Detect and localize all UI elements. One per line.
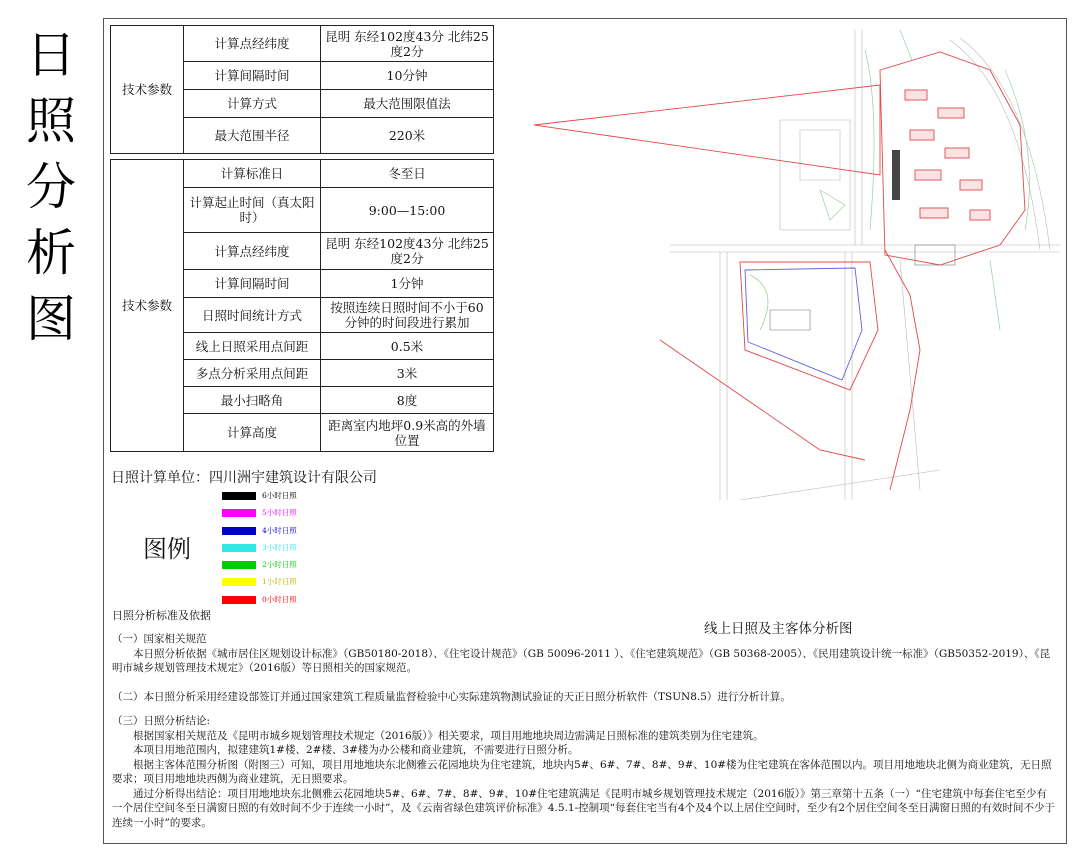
legend-label: 6小时日照 — [262, 491, 297, 500]
legend-label: 0小时日照 — [262, 594, 297, 604]
legend-title: 图例 — [143, 535, 191, 563]
param-value: 10分钟 — [321, 62, 494, 90]
param-value: 220米 — [321, 118, 494, 154]
param-key: 计算起止时间（真太阳时） — [184, 188, 321, 233]
legend-label: 3小时日照 — [262, 542, 297, 552]
legend-label: 2小时日照 — [262, 560, 297, 570]
legend-swatch — [222, 544, 256, 552]
section-paragraph: 本项目用地范围内，拟建建筑1#楼、2#楼、3#楼为办公楼和商业建筑，不需要进行日照分析。 — [133, 744, 579, 756]
title-char: 图 — [26, 290, 76, 348]
section-paragraph: 通过分析得出结论：项目用地地块东北侧雅云花园地块5#、6#、7#、8#、9#、10#住宅建筑满足《昆明市城乡规划管理技术规定（2016版）》第三章第十五条（一）“住宅建筑中每套住宅至少有一个居住空间冬至日满窗日照的有效时间不少于连续一小时”，及《云南省绿色建筑评价标准》4.5.1-控制项“每套住宅当有4个及4个以上居住空间时，至少有2个居住空间冬至日满窗日照的有效时间不少于连续一小时”的要求。 — [112, 787, 1056, 829]
standards-title: 日照分析标准及依据 — [112, 609, 211, 622]
legend-label: 1小时日照 — [262, 577, 297, 587]
legend-swatch — [222, 527, 256, 535]
legend-swatch — [222, 492, 256, 500]
param-key: 日照时间统计方式 — [184, 298, 321, 333]
section-paragraph: 根据国家相关规范及《昆明市城乡规划管理技术规定（2016版）》相关要求，项目用地地块周边需满足日照标准的建筑类别为住宅建筑。 — [133, 729, 764, 742]
param-key: 计算间隔时间 — [184, 62, 321, 90]
param-key: 计算点经纬度 — [184, 233, 321, 270]
site-plan-drawing — [520, 30, 1060, 500]
param-key: 计算点经纬度 — [184, 26, 321, 62]
param-key: 计算标准日 — [184, 160, 321, 188]
tech-params-table-1 — [110, 25, 494, 154]
section-heading: （一）国家相关规范 — [112, 633, 207, 645]
legend-swatch — [222, 596, 256, 604]
param-key: 最小扫略角 — [184, 387, 321, 414]
section-paragraph: 本日照分析依据《城市居住区规划设计标准》（GB50180-2018）、《住宅设计规范》（GB 50096-2011 ）、《住宅建筑规范》（GB 50368-2005）、《民用建筑设计统一标准》（GB50352-2019）、《昆明市城乡规划管理技术规定》（2016版）等日照相关的国家规范。 — [112, 647, 1051, 674]
title-char: 析 — [26, 224, 76, 282]
section-3 — [112, 714, 1057, 830]
plan-title: 线上日照及主客体分析图 — [704, 621, 853, 637]
bus-station-block — [892, 150, 900, 200]
legend-swatch — [222, 509, 256, 517]
param-value: 冬至日 — [321, 160, 494, 188]
param-value: 昆明 东经102度43分 北纬25度2分 — [321, 233, 494, 270]
section-paragraph: 根据主客体范围分析图（附图三）可知，项目用地地块东北侧雅云花园地块为住宅建筑，地块内5#、6#、7#、8#、9#、10#楼为住宅建筑在客体范围以内。项目用地地块北侧为商业建筑，无日照要求；项目用地地块西侧为商业建筑，无日照要求。 — [112, 758, 1052, 785]
legend-swatch — [222, 561, 256, 569]
legend-label: 5小时日照 — [262, 508, 297, 518]
param-key: 多点分析采用点间距 — [184, 360, 321, 387]
param-key: 计算间隔时间 — [184, 270, 321, 298]
param-key: 计算高度 — [184, 414, 321, 452]
section-heading: （三）日照分析结论: — [112, 715, 211, 727]
title-char: 照 — [26, 92, 76, 150]
table-group-label: 技术参数 — [111, 26, 184, 154]
param-value: 8度 — [321, 387, 494, 414]
calc-unit-label: 日照计算单位：四川洲宇建筑设计有限公司 — [111, 470, 377, 486]
title-char: 分 — [26, 158, 76, 216]
title-char: 日 — [26, 26, 76, 84]
section-paragraph: （二）本日照分析采用经建设部签订并通过国家建筑工程质量监督检验中心实际建筑物测试验证的天正日照分析软件（TSUN8.5）进行分析计算。 — [112, 691, 791, 703]
section-2 — [112, 690, 1057, 705]
table-group-label: 技术参数 — [111, 160, 184, 452]
legend-label: 4小时日照 — [262, 525, 297, 535]
param-key: 线上日照采用点间距 — [184, 333, 321, 360]
param-value: 按照连续日照时间不小于60分钟的时间段进行累加 — [321, 298, 494, 333]
vertical-title — [18, 22, 84, 352]
section-1 — [112, 632, 1057, 676]
site-buildings — [770, 245, 955, 330]
param-value: 0.5米 — [321, 333, 494, 360]
legend-swatch — [222, 578, 256, 586]
param-value: 1分钟 — [321, 270, 494, 298]
param-key: 计算方式 — [184, 90, 321, 118]
param-key: 最大范围半径 — [184, 118, 321, 154]
road-lines — [670, 30, 1060, 500]
greenery-outlines — [750, 30, 1030, 330]
param-value: 昆明 东经102度43分 北纬25度2分 — [321, 26, 494, 62]
residential-buildings — [905, 90, 990, 220]
param-value: 距离室内地坪0.9米高的外墙位置 — [321, 414, 494, 452]
param-value: 最大范围限值法 — [321, 90, 494, 118]
param-value: 3米 — [321, 360, 494, 387]
tech-params-table-2 — [110, 159, 494, 452]
param-value: 9:00—15:00 — [321, 188, 494, 233]
